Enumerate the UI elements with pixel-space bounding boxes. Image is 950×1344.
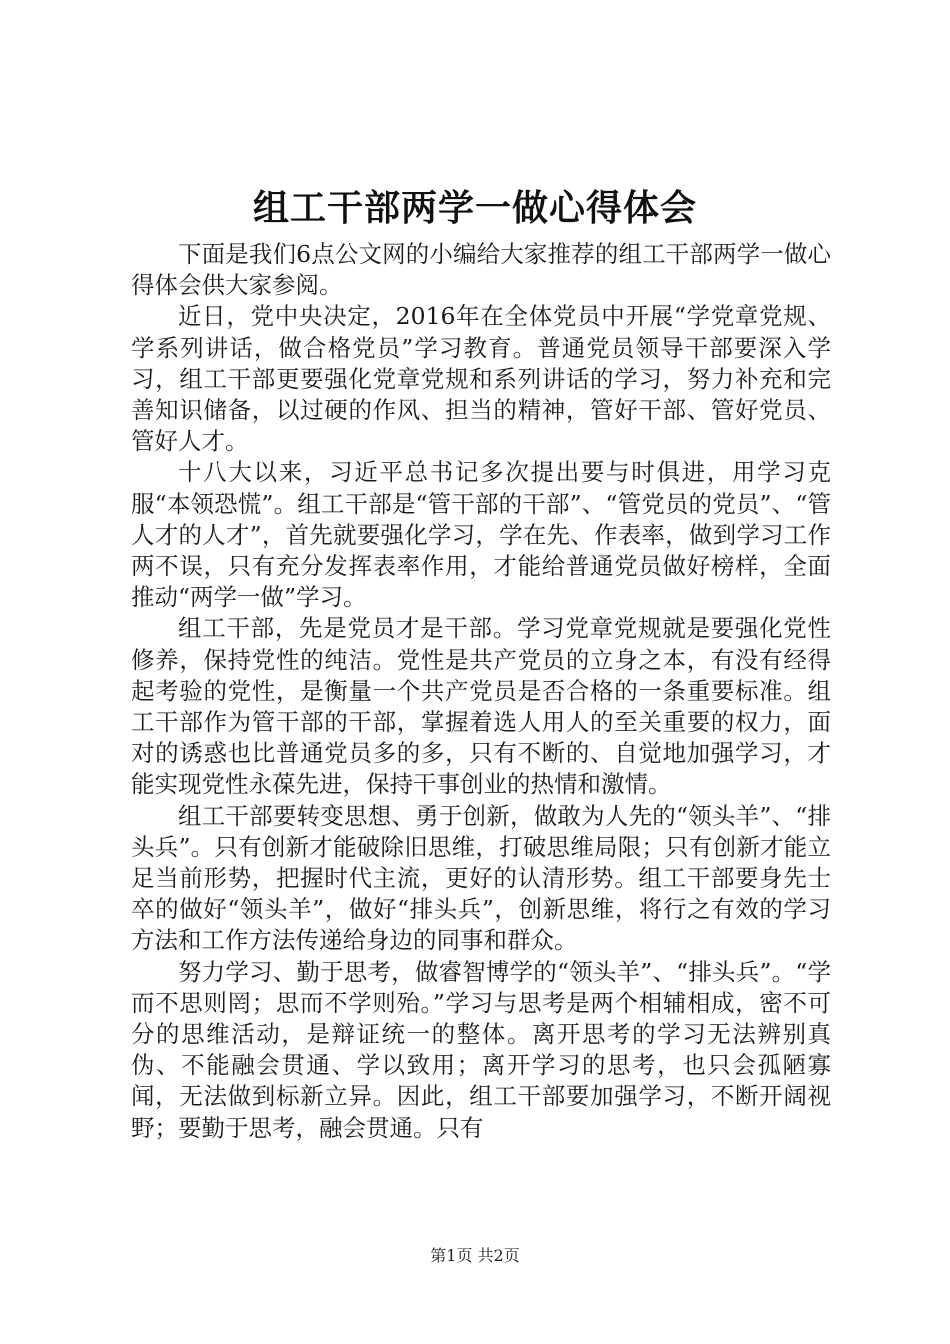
paragraph: 组工干部要转变思想、勇于创新，做敢为人先的“领头羊”、“排头兵”。只有创新才能破除旧思维，打破思维局限；只有创新才能立足当前形势，把握时代主流，更好的认清形势。组工干部要身先士卒的做好“领头羊”，做好“排头兵”，创新思维，将行之有效的学习方法和工作方法传递给身边的同事和群众。 [131,801,831,955]
document-title: 组工干部两学一做心得体会 [252,188,697,229]
paragraph: 下面是我们6点公文网的小编给大家推荐的组工干部两学一做心得体会供大家参阅。 [131,240,831,300]
page-footer: 第1页 共2页 [430,1246,520,1265]
document-body [131,239,831,1144]
paragraph: 十八大以来，习近平总书记多次提出要与时俱进，用学习克服“本领恐慌”。组工干部是“管干部的干部”、“管党员的党员”、“管人才的人才”，首先就要强化学习，学在先、作表率，做到学习工作两不误，只有充分发挥表率作用，才能给普通党员做好榜样，全面推动“两学一做”学习。 [131,458,831,612]
paragraph: 努力学习、勤于思考，做睿智博学的“领头羊”、“排头兵”。“学而不思则罔；思而不学则殆。”学习与思考是两个相辅相成，密不可分的思维活动，是辩证统一的整体。离开思考的学习无法辨别真伪、不能融会贯通、学以致用；离开学习的思考，也只会孤陋寡闻，无法做到标新立异。因此，组工干部要加强学习，不断开阔视野；要勤于思考，融会贯通。只有 [131,957,831,1142]
paragraph: 组工干部，先是党员才是干部。学习党章党规就是要强化党性修养，保持党性的纯洁。党性是共产党员的立身之本，有没有经得起考验的党性，是衡量一个共产党员是否合格的一条重要标准。组工干部作为管干部的干部，掌握着选人用人的至关重要的权力，面对的诱惑也比普通党员多的多，只有不断的、自觉地加强学习，才能实现党性永葆先进，保持干事创业的热情和激情。 [131,614,831,799]
paragraph: 近日，党中央决定，2016年在全体党员中开展“学党章党规、学系列讲话，做合格党员”学习教育。普通党员领导干部要深入学习，组工干部更要强化党章党规和系列讲话的学习，努力补充和完善知识储备，以过硬的作风、担当的精神，管好干部、管好党员、管好人才。 [131,302,831,456]
